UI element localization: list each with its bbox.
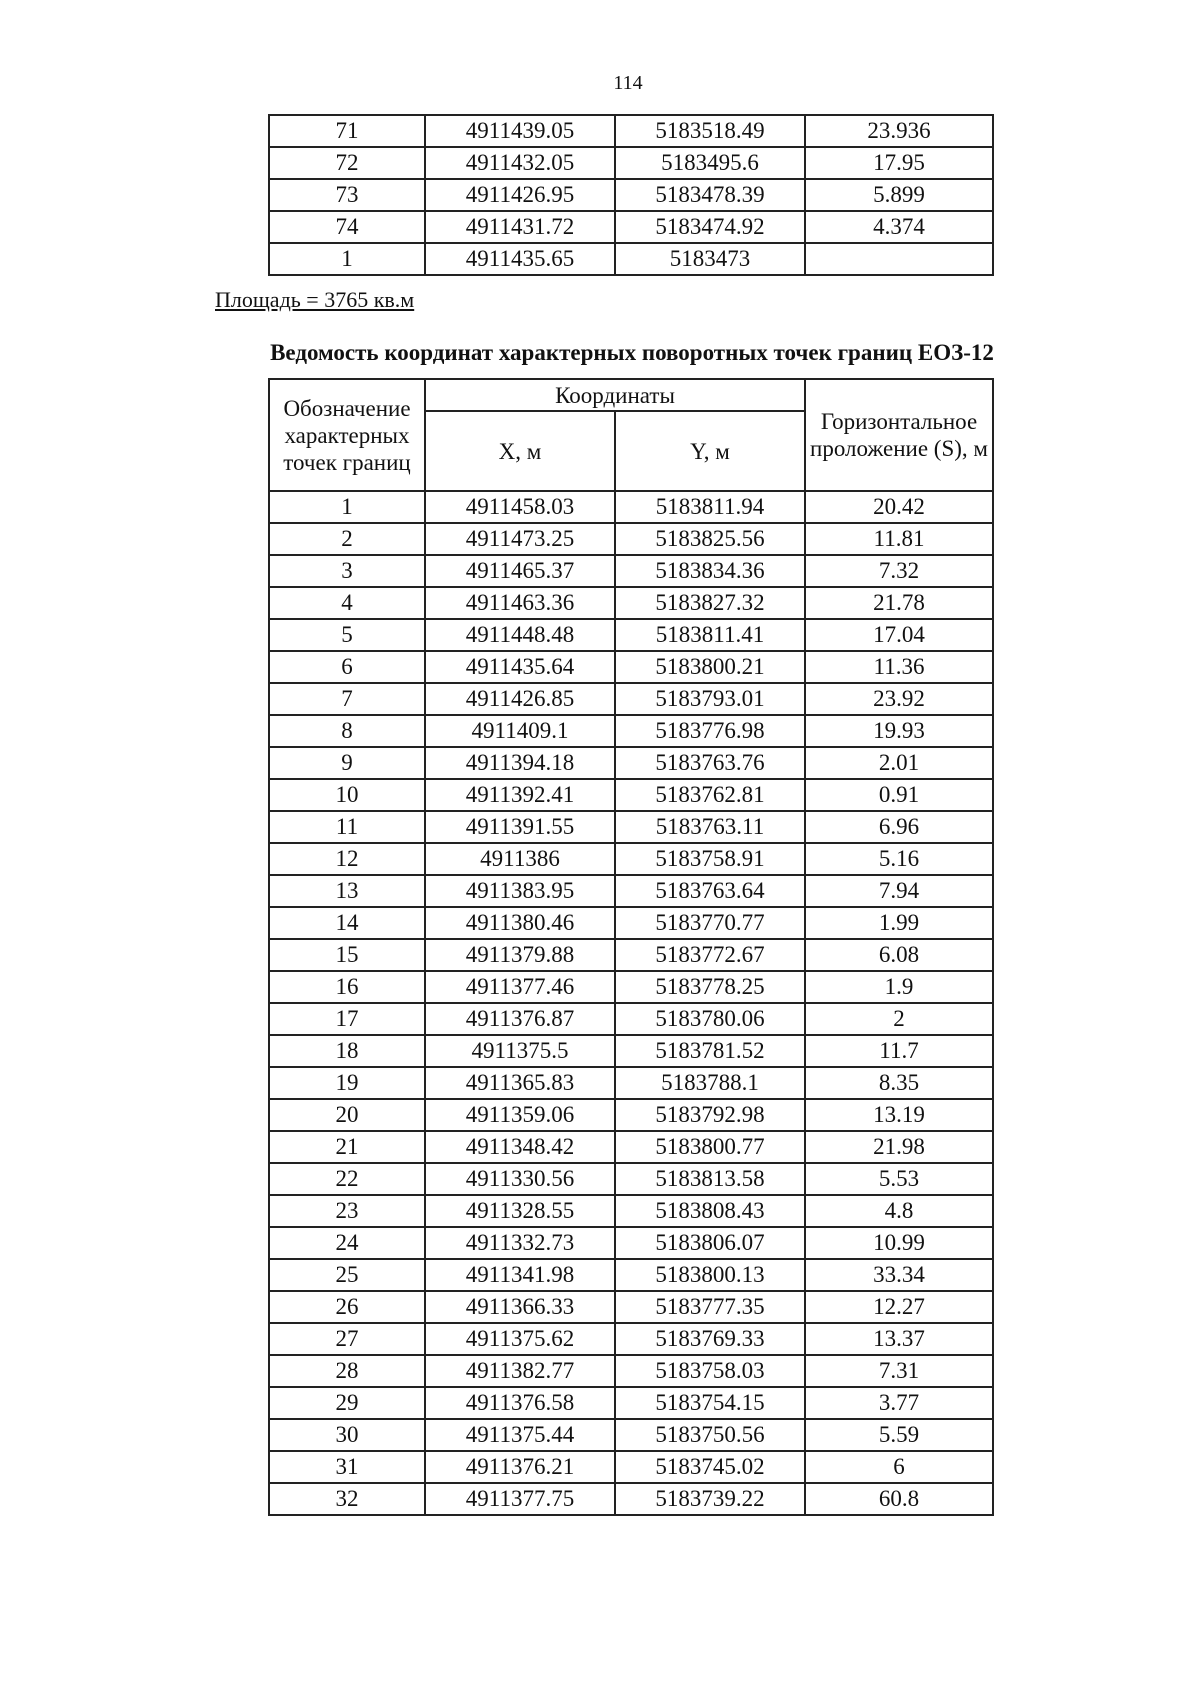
x-cell: 4911439.05	[425, 115, 615, 147]
x-cell: 4911375.44	[425, 1419, 615, 1451]
table-row	[269, 971, 993, 1003]
table-row	[269, 1131, 993, 1163]
y-cell: 5183827.32	[615, 587, 805, 619]
y-cell: 5183758.03	[615, 1355, 805, 1387]
distance-cell: 12.27	[805, 1291, 993, 1323]
header-point: Обозначение характерных точек границ	[269, 379, 425, 491]
y-cell: 5183800.77	[615, 1131, 805, 1163]
x-cell: 4911341.98	[425, 1259, 615, 1291]
point-cell: 23	[269, 1195, 425, 1227]
distance-cell: 4.374	[805, 211, 993, 243]
distance-cell: 3.77	[805, 1387, 993, 1419]
y-cell: 5183834.36	[615, 555, 805, 587]
x-cell: 4911392.41	[425, 779, 615, 811]
x-cell: 4911332.73	[425, 1227, 615, 1259]
x-cell: 4911377.75	[425, 1483, 615, 1515]
distance-cell: 6	[805, 1451, 993, 1483]
y-cell: 5183811.94	[615, 491, 805, 523]
y-cell: 5183745.02	[615, 1451, 805, 1483]
point-cell: 20	[269, 1099, 425, 1131]
x-cell: 4911435.65	[425, 243, 615, 275]
point-cell: 29	[269, 1387, 425, 1419]
point-cell: 72	[269, 147, 425, 179]
x-cell: 4911473.25	[425, 523, 615, 555]
x-cell: 4911375.5	[425, 1035, 615, 1067]
y-cell: 5183800.21	[615, 651, 805, 683]
distance-cell: 11.7	[805, 1035, 993, 1067]
x-cell: 4911448.48	[425, 619, 615, 651]
table-row	[269, 115, 993, 147]
y-cell: 5183769.33	[615, 1323, 805, 1355]
table-row	[269, 1419, 993, 1451]
distance-cell	[805, 243, 993, 275]
y-cell: 5183776.98	[615, 715, 805, 747]
table-row	[269, 555, 993, 587]
x-cell: 4911432.05	[425, 147, 615, 179]
point-cell: 24	[269, 1227, 425, 1259]
point-cell: 27	[269, 1323, 425, 1355]
area-text: Площадь = 3765 кв.м	[215, 287, 415, 312]
x-cell: 4911465.37	[425, 555, 615, 587]
table-row	[269, 1163, 993, 1195]
header-x: X, м	[425, 411, 615, 491]
y-cell: 5183800.13	[615, 1259, 805, 1291]
x-cell: 4911383.95	[425, 875, 615, 907]
distance-cell: 21.78	[805, 587, 993, 619]
y-cell: 5183518.49	[615, 115, 805, 147]
x-cell: 4911366.33	[425, 1291, 615, 1323]
continuation-table	[268, 114, 994, 276]
y-cell: 5183474.92	[615, 211, 805, 243]
page-number: 114	[613, 72, 643, 94]
y-cell: 5183811.41	[615, 619, 805, 651]
distance-cell: 6.08	[805, 939, 993, 971]
y-cell: 5183772.67	[615, 939, 805, 971]
table-row	[269, 1323, 993, 1355]
y-cell: 5183762.81	[615, 779, 805, 811]
table-row	[269, 179, 993, 211]
y-cell: 5183778.25	[615, 971, 805, 1003]
coordinates-table-header	[269, 379, 993, 491]
distance-cell: 8.35	[805, 1067, 993, 1099]
distance-cell: 7.31	[805, 1355, 993, 1387]
header-coordinates: Координаты	[425, 379, 805, 411]
x-cell: 4911394.18	[425, 747, 615, 779]
y-cell: 5183813.58	[615, 1163, 805, 1195]
x-cell: 4911391.55	[425, 811, 615, 843]
table-row	[269, 1259, 993, 1291]
table-row	[269, 523, 993, 555]
y-cell: 5183792.98	[615, 1099, 805, 1131]
point-cell: 19	[269, 1067, 425, 1099]
y-cell: 5183478.39	[615, 179, 805, 211]
x-cell: 4911426.85	[425, 683, 615, 715]
table-row	[269, 651, 993, 683]
distance-cell: 17.04	[805, 619, 993, 651]
table-row	[269, 1387, 993, 1419]
distance-cell: 17.95	[805, 147, 993, 179]
distance-cell: 5.59	[805, 1419, 993, 1451]
y-cell: 5183806.07	[615, 1227, 805, 1259]
distance-cell: 5.16	[805, 843, 993, 875]
table-row	[269, 747, 993, 779]
coordinates-table	[268, 378, 994, 1516]
distance-cell: 10.99	[805, 1227, 993, 1259]
table-row	[269, 587, 993, 619]
x-cell: 4911328.55	[425, 1195, 615, 1227]
x-cell: 4911348.42	[425, 1131, 615, 1163]
x-cell: 4911458.03	[425, 491, 615, 523]
table-row	[269, 843, 993, 875]
distance-cell: 5.899	[805, 179, 993, 211]
point-cell: 4	[269, 587, 425, 619]
distance-cell: 2.01	[805, 747, 993, 779]
point-cell: 2	[269, 523, 425, 555]
x-cell: 4911379.88	[425, 939, 615, 971]
y-cell: 5183770.77	[615, 907, 805, 939]
distance-cell: 21.98	[805, 1131, 993, 1163]
distance-cell: 20.42	[805, 491, 993, 523]
point-cell: 17	[269, 1003, 425, 1035]
distance-cell: 19.93	[805, 715, 993, 747]
x-cell: 4911376.21	[425, 1451, 615, 1483]
coordinates-table-body	[269, 491, 993, 1515]
table-row	[269, 1291, 993, 1323]
point-cell: 14	[269, 907, 425, 939]
table-row	[269, 1195, 993, 1227]
header-y: Y, м	[615, 411, 805, 491]
distance-cell: 1.99	[805, 907, 993, 939]
table-row	[269, 1003, 993, 1035]
point-cell: 6	[269, 651, 425, 683]
y-cell: 5183750.56	[615, 1419, 805, 1451]
distance-cell: 7.32	[805, 555, 993, 587]
y-cell: 5183739.22	[615, 1483, 805, 1515]
point-cell: 21	[269, 1131, 425, 1163]
table-row	[269, 1227, 993, 1259]
table-row	[269, 875, 993, 907]
y-cell: 5183495.6	[615, 147, 805, 179]
point-cell: 8	[269, 715, 425, 747]
distance-cell: 6.96	[805, 811, 993, 843]
x-cell: 4911359.06	[425, 1099, 615, 1131]
table-row	[269, 619, 993, 651]
distance-cell: 13.19	[805, 1099, 993, 1131]
table-row	[269, 211, 993, 243]
y-cell: 5183754.15	[615, 1387, 805, 1419]
point-cell: 74	[269, 211, 425, 243]
y-cell: 5183793.01	[615, 683, 805, 715]
x-cell: 4911431.72	[425, 211, 615, 243]
table-row	[269, 147, 993, 179]
point-cell: 28	[269, 1355, 425, 1387]
table-row	[269, 779, 993, 811]
distance-cell: 11.81	[805, 523, 993, 555]
table-row	[269, 1067, 993, 1099]
point-cell: 5	[269, 619, 425, 651]
x-cell: 4911435.64	[425, 651, 615, 683]
x-cell: 4911376.58	[425, 1387, 615, 1419]
distance-cell: 4.8	[805, 1195, 993, 1227]
point-cell: 12	[269, 843, 425, 875]
point-cell: 9	[269, 747, 425, 779]
x-cell: 4911386	[425, 843, 615, 875]
point-cell: 13	[269, 875, 425, 907]
point-cell: 71	[269, 115, 425, 147]
table-row	[269, 1355, 993, 1387]
distance-cell: 7.94	[805, 875, 993, 907]
distance-cell: 11.36	[805, 651, 993, 683]
table-row	[269, 1451, 993, 1483]
y-cell: 5183763.11	[615, 811, 805, 843]
x-cell: 4911365.83	[425, 1067, 615, 1099]
y-cell: 5183808.43	[615, 1195, 805, 1227]
point-cell: 32	[269, 1483, 425, 1515]
distance-cell: 2	[805, 1003, 993, 1035]
x-cell: 4911375.62	[425, 1323, 615, 1355]
y-cell: 5183781.52	[615, 1035, 805, 1067]
point-cell: 1	[269, 243, 425, 275]
y-cell: 5183758.91	[615, 843, 805, 875]
table-row	[269, 1035, 993, 1067]
distance-cell: 0.91	[805, 779, 993, 811]
continuation-table-body	[269, 115, 993, 275]
x-cell: 4911380.46	[425, 907, 615, 939]
table-row	[269, 243, 993, 275]
distance-cell: 5.53	[805, 1163, 993, 1195]
point-cell: 7	[269, 683, 425, 715]
y-cell: 5183473	[615, 243, 805, 275]
point-cell: 1	[269, 491, 425, 523]
point-cell: 18	[269, 1035, 425, 1067]
point-cell: 10	[269, 779, 425, 811]
distance-cell: 60.8	[805, 1483, 993, 1515]
y-cell: 5183777.35	[615, 1291, 805, 1323]
point-cell: 3	[269, 555, 425, 587]
y-cell: 5183780.06	[615, 1003, 805, 1035]
table-row	[269, 939, 993, 971]
point-cell: 26	[269, 1291, 425, 1323]
distance-cell: 23.936	[805, 115, 993, 147]
point-cell: 15	[269, 939, 425, 971]
x-cell: 4911376.87	[425, 1003, 615, 1035]
point-cell: 25	[269, 1259, 425, 1291]
distance-cell: 1.9	[805, 971, 993, 1003]
x-cell: 4911382.77	[425, 1355, 615, 1387]
distance-cell: 23.92	[805, 683, 993, 715]
y-cell: 5183825.56	[615, 523, 805, 555]
table-row	[269, 715, 993, 747]
point-cell: 31	[269, 1451, 425, 1483]
distance-cell: 33.34	[805, 1259, 993, 1291]
x-cell: 4911330.56	[425, 1163, 615, 1195]
distance-cell: 13.37	[805, 1323, 993, 1355]
x-cell: 4911409.1	[425, 715, 615, 747]
y-cell: 5183763.76	[615, 747, 805, 779]
y-cell: 5183763.64	[615, 875, 805, 907]
table-row	[269, 491, 993, 523]
table-row	[269, 1483, 993, 1515]
x-cell: 4911463.36	[425, 587, 615, 619]
y-cell: 5183788.1	[615, 1067, 805, 1099]
section-title: Ведомость координат характерных поворотных точек границ ЕОЗ-12	[270, 340, 994, 365]
point-cell: 30	[269, 1419, 425, 1451]
table-row	[269, 907, 993, 939]
point-cell: 16	[269, 971, 425, 1003]
table-row	[269, 683, 993, 715]
x-cell: 4911426.95	[425, 179, 615, 211]
point-cell: 73	[269, 179, 425, 211]
table-row	[269, 811, 993, 843]
header-distance: Горизонтальное проложение (S), м	[805, 379, 993, 491]
x-cell: 4911377.46	[425, 971, 615, 1003]
point-cell: 22	[269, 1163, 425, 1195]
table-row	[269, 1099, 993, 1131]
point-cell: 11	[269, 811, 425, 843]
